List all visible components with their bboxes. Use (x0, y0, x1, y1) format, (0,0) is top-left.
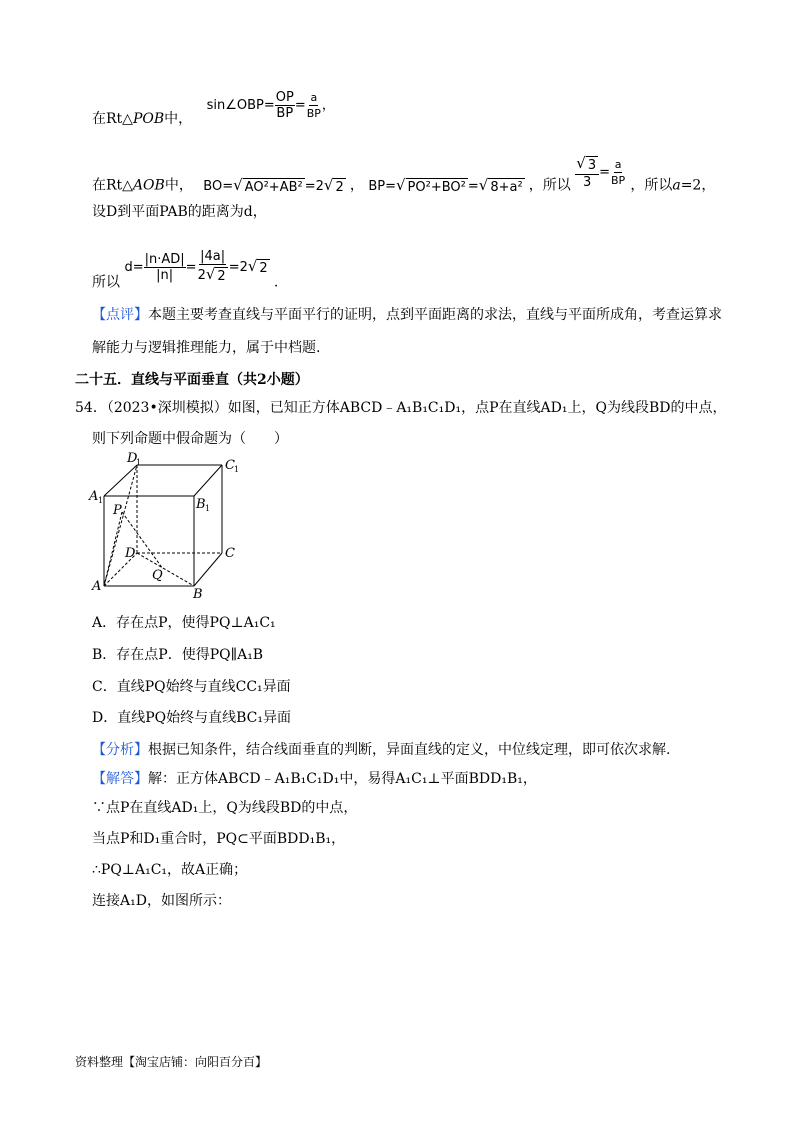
sin-formula (206, 90, 335, 121)
comma: ， (321, 98, 335, 113)
frac-num: |n·AD| (144, 251, 185, 267)
problem-line-2: 则下列命题中假命题为（ ） (92, 431, 288, 447)
sqrt-arg: 2 (259, 260, 268, 276)
label-sub: 1 (205, 504, 211, 513)
comma: ， (349, 177, 364, 194)
text: 在Rt△ (92, 177, 133, 194)
label-b1: B (196, 497, 206, 512)
bo-formula: BO= √ AO²+AB² =2 √ 2 (203, 175, 344, 195)
analysis-tag: 【分析】 (92, 742, 148, 758)
triangle-name: POB (132, 111, 165, 127)
sqrt-arg: 2 (335, 179, 344, 195)
option-d (92, 707, 291, 727)
d-rhs: =2 (228, 259, 248, 275)
option-b (92, 644, 263, 664)
bo-lhs: BO= (203, 178, 234, 194)
frac-num: a (310, 91, 318, 104)
sqrt-arg: 3 (587, 158, 597, 173)
label-a: A (92, 579, 102, 594)
eq: = (599, 164, 610, 180)
sqrt-arg: AO²+AB² (244, 179, 303, 195)
ratio-formula: √ 3 3 = $\frac{a}{BP}$ (576, 154, 626, 190)
option-text: 存在点P，使得PQ⊥A₁C₁ (116, 615, 276, 631)
option-label: D． (92, 710, 118, 726)
text: 中， (164, 111, 193, 127)
label-b: B (193, 587, 203, 600)
analysis-line (92, 739, 670, 759)
frac-num: OP (275, 90, 294, 105)
frac-den: 3 (583, 175, 592, 190)
problem-number: 54． (75, 400, 107, 416)
bp-formula: BP= √ PO²+BO² = √ 8+a² (368, 175, 523, 195)
comment-text: 本题主要考查直线与平面平行的证明，点到平面距离的求法，直线与平面所成角，考查运算求 (148, 307, 722, 323)
bo-rhs: =2 (304, 178, 324, 194)
text: ，所以 (630, 177, 673, 194)
sin-lhs: sin∠OBP= (206, 98, 275, 113)
sqrt-arg: 2 (217, 269, 226, 284)
answer-text: 解：正方体ABCD﹣A₁B₁C₁D₁中，易得A₁C₁⊥平面BDD₁B₁， (148, 771, 537, 787)
option-text: 直线PQ始终与直线BC₁异面 (117, 710, 292, 726)
sqrt-arg: 8+a² (490, 179, 523, 195)
sqrt-arg: PO²+BO² (407, 179, 466, 195)
label-c: C (225, 546, 235, 561)
label-d: D (125, 546, 136, 561)
label-d1: D (127, 451, 138, 466)
frac-num: a (614, 157, 622, 171)
answer-tag: 【解答】 (92, 771, 148, 787)
option-text: 存在点P．使得PQ∥A₁B (116, 647, 264, 663)
frac-den: BP (306, 107, 321, 120)
frac-den: |n| (156, 267, 174, 283)
label-sub: 1 (98, 496, 104, 505)
period: . (273, 274, 279, 291)
rt-pob-line (92, 90, 335, 135)
label-sub: 1 (136, 458, 142, 467)
comment-tag: 【点评】 (92, 307, 148, 323)
option-label: B． (92, 647, 117, 663)
text: =2， (680, 177, 716, 194)
distance-line: 设D到平面PAB的距离为d， (92, 204, 267, 220)
option-label: A． (92, 615, 117, 631)
eq: = (294, 98, 306, 113)
cube-figure (85, 448, 245, 600)
eq: = (185, 259, 197, 275)
text: ，所以 (528, 177, 571, 194)
comment-line-2: 解能力与逻辑推理能力，属于中档题. (92, 340, 321, 356)
text: 在Rt△ (92, 111, 133, 127)
option-text: 直线PQ始终与直线CC₁异面 (116, 679, 291, 695)
answer-line (92, 768, 537, 788)
var-a: a (672, 177, 681, 194)
d-formula: d= $\frac{|n\cdot AD|}{|n|}$ = |4a| 2 √ 2 =2 √ 2 (124, 249, 268, 284)
answer-step-4: 连接A₁D，如图所示： (92, 893, 231, 909)
frac-den: BP (276, 106, 294, 121)
label-sub: 1 (234, 465, 240, 474)
footer-text: 资料整理【淘宝店铺：向阳百分百】 (75, 1055, 268, 1069)
rt-aob-line (92, 154, 716, 204)
option-label: C． (92, 679, 117, 695)
bp-lhs: BP= (368, 178, 396, 194)
answer-step-1: ∵点P在直线AD₁上，Q为线段BD的中点， (92, 800, 358, 816)
analysis-text: 根据已知条件，结合线面垂直的判断，异面直线的定义，中位线定理，即可依次求解. (148, 742, 671, 758)
text: 中， (164, 177, 193, 194)
problem-source: （2023•深圳模拟） (106, 400, 228, 416)
answer-step-2: 当点P和D₁重合时，PQ⊂平面BDD₁B₁， (92, 831, 346, 847)
label-p: P (113, 503, 122, 518)
problem-text: 如图，已知正方体ABCD﹣A₁B₁C₁D₁，点P在直线AD₁上，Q为线段BD的中点， (227, 400, 727, 416)
text: 所以 (92, 274, 120, 291)
option-c (92, 676, 291, 696)
option-a (92, 612, 276, 632)
section-title: 二十五．直线与平面垂直（共2小题） (75, 372, 309, 388)
frac-den: BP (611, 173, 626, 187)
eq: = (467, 178, 479, 194)
label-q: Q (152, 568, 163, 583)
label-c1: C (225, 458, 235, 473)
triangle-name: AOB (132, 177, 165, 194)
comment-line-1 (92, 304, 722, 324)
frac-den: 2 (197, 268, 206, 283)
label-a1: A (89, 489, 99, 504)
frac-num: |4a| (200, 249, 226, 264)
problem-line-1 (75, 397, 726, 417)
answer-step-3: ∴PQ⊥A₁C₁，故A正确； (92, 862, 248, 878)
d-lhs: d= (124, 259, 144, 275)
